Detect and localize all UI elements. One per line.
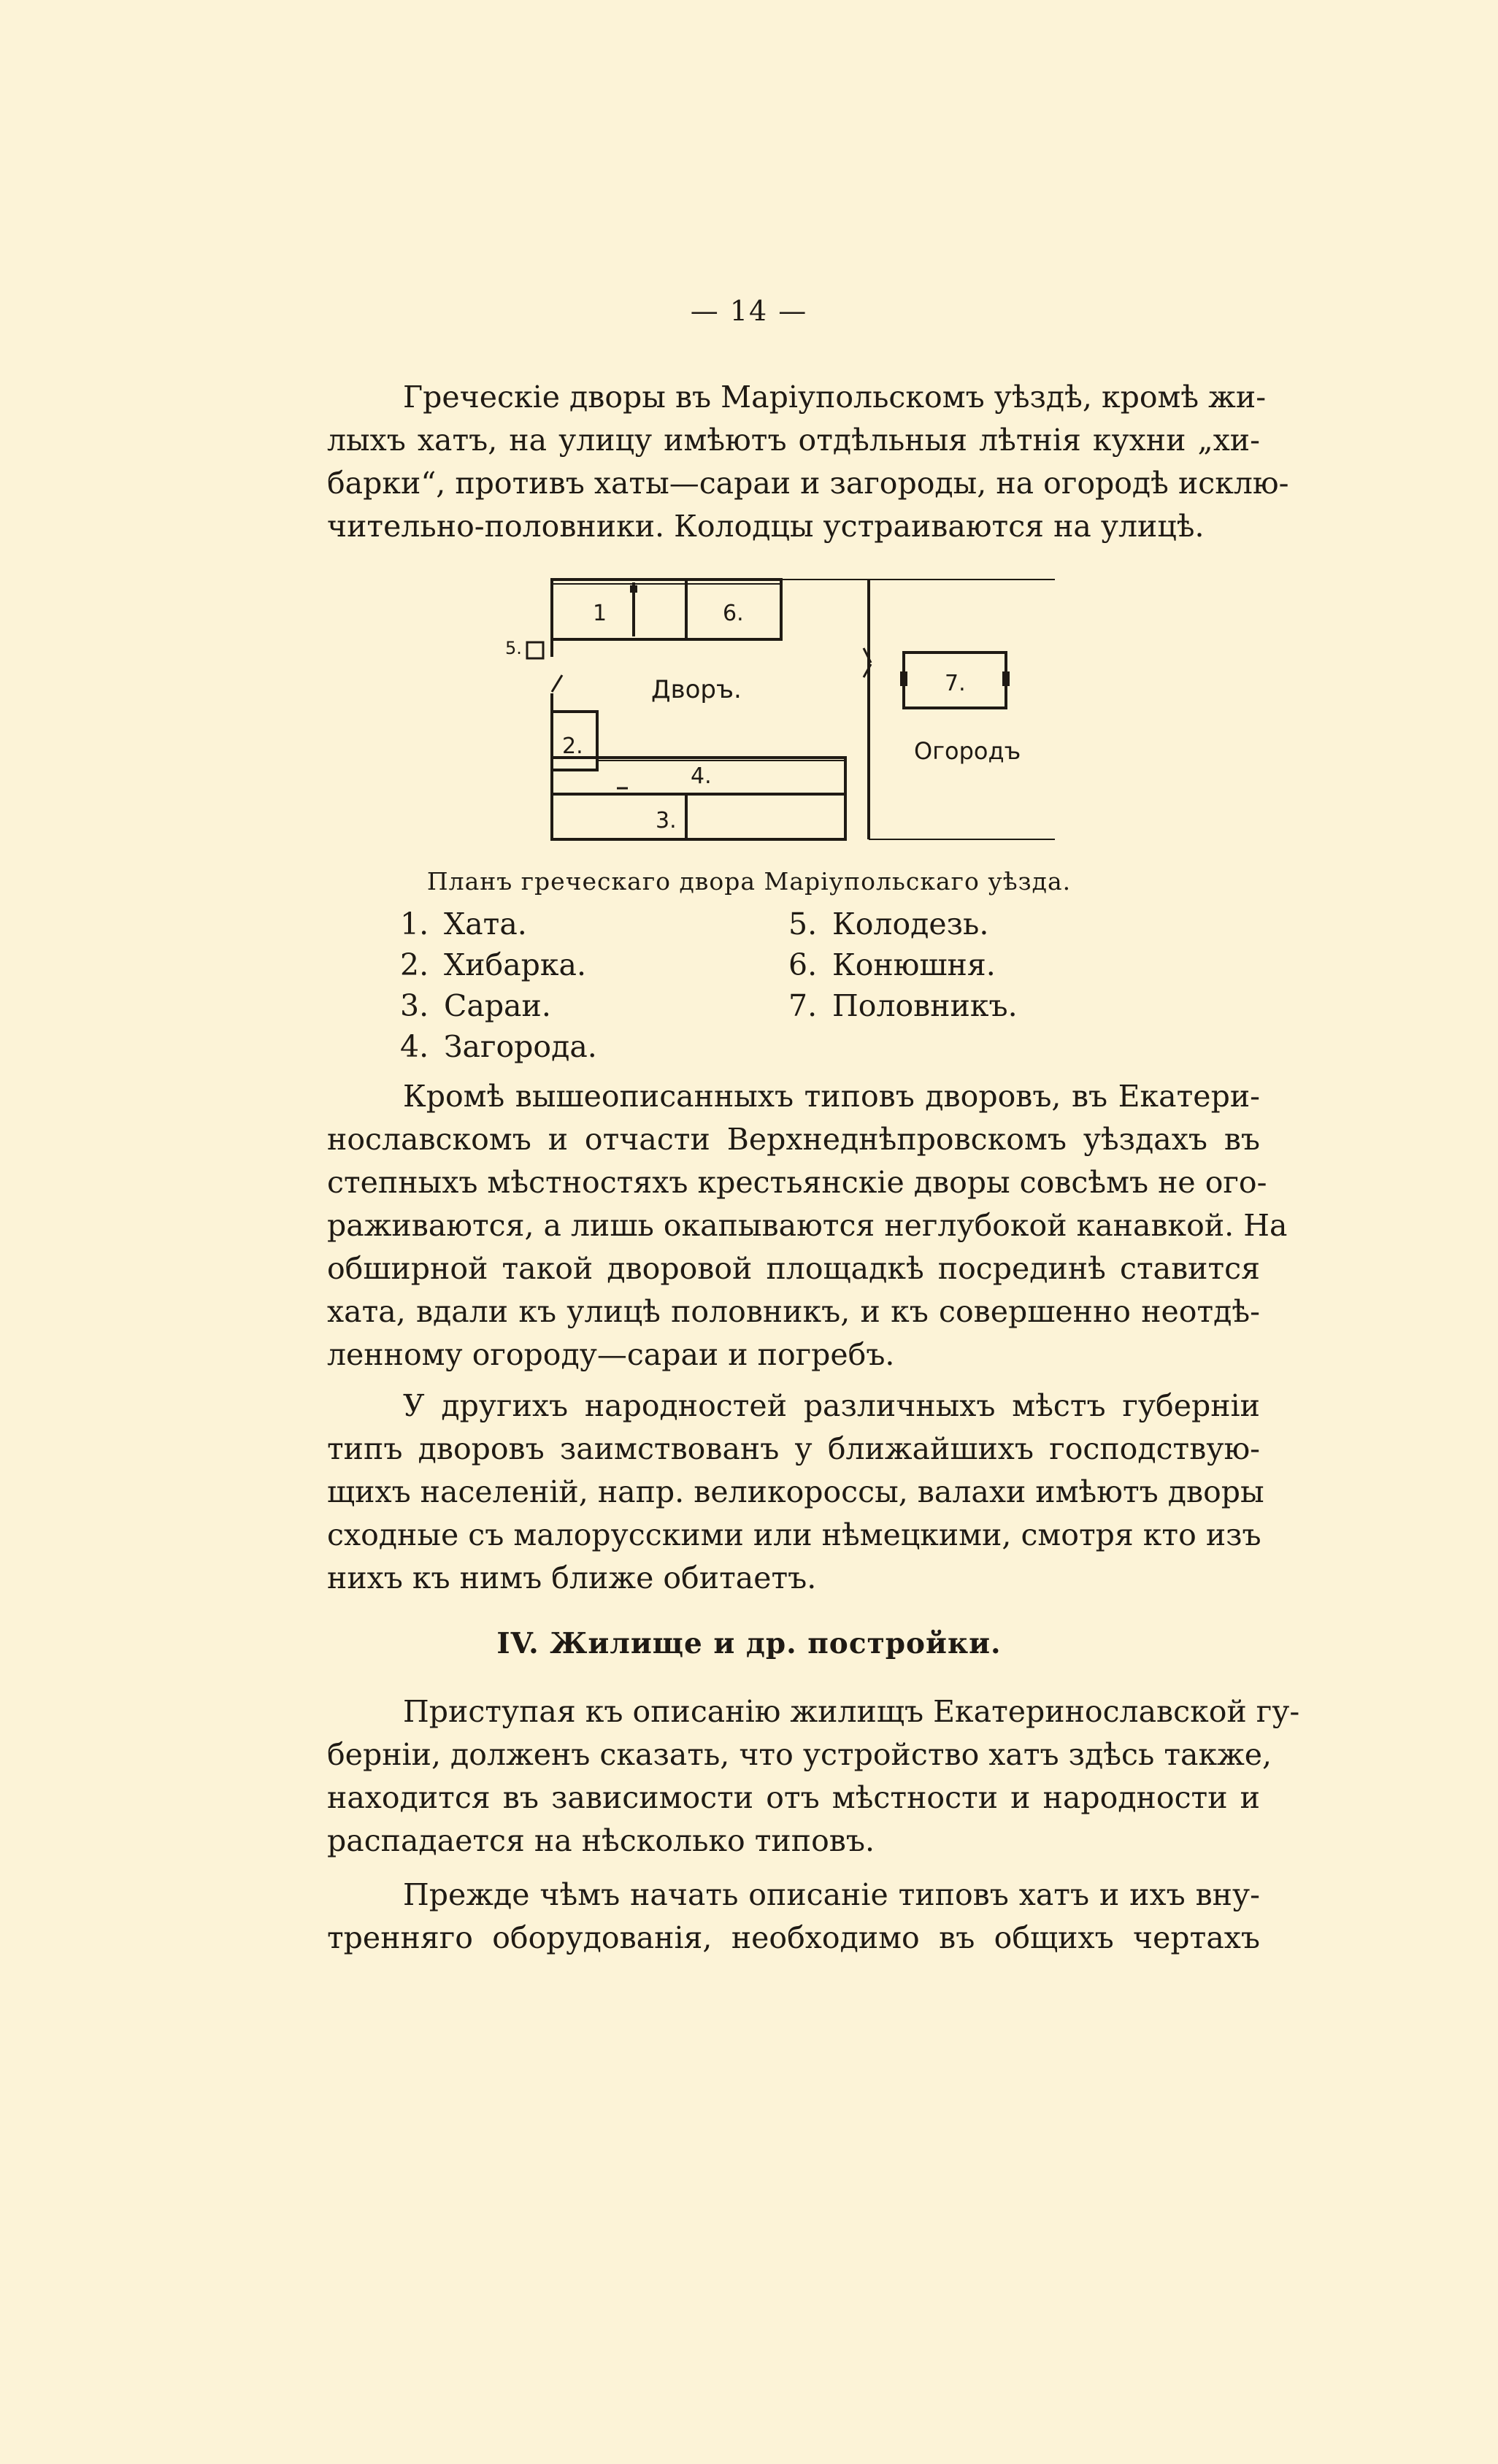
text-line: ленному огороду—сараи и погребъ. xyxy=(327,1337,895,1372)
text-line: Кромѣ вышеописанныхъ типовъ дворовъ, въ Екатери- xyxy=(403,1079,1260,1114)
text-line: обширной такой дворовой площадкѣ посрединѣ ставится xyxy=(327,1251,1260,1286)
gate xyxy=(552,675,562,692)
legend-item: 5. Колодезь. xyxy=(788,906,989,942)
text-line: Греческіе дворы въ Маріупольскомъ уѣздѣ, кромѣ жи- xyxy=(403,380,1267,415)
text-line: нихъ къ нимъ ближе обитаетъ. xyxy=(327,1560,817,1595)
text-line: щихъ населеній, напр. великороссы, валахи имѣютъ дворы xyxy=(327,1474,1264,1509)
garden-label: Огородъ xyxy=(914,737,1021,765)
khibarka-label: 2. xyxy=(562,734,583,759)
section-heading: IV. Жилище и др. постройки. xyxy=(496,1627,1002,1660)
text-line: берніи, долженъ сказать, что устройство хатъ здѣсь также, xyxy=(327,1737,1272,1772)
text-line: барки“, противъ хаты—сараи и загороды, на огородѣ исклю- xyxy=(327,466,1289,501)
legend-item: 1. Хата. xyxy=(400,906,527,942)
text-line: сходные съ малорусскими или нѣмецкими, смотря кто изъ xyxy=(327,1517,1261,1552)
sheds-building xyxy=(552,794,845,839)
text-line: Приступая къ описанію жилищъ Екатеринославской гу- xyxy=(403,1694,1300,1729)
stable-label: 6. xyxy=(723,601,744,626)
polovnik-label: 7. xyxy=(945,671,966,696)
text-line: распадается на нѣсколько типовъ. xyxy=(327,1823,875,1858)
paragraph-prezhde xyxy=(327,1874,1260,1960)
text-line: степныхъ мѣстностяхъ крестьянскіе дворы совсѣмъ не ого- xyxy=(327,1165,1267,1200)
yard-label: Дворъ. xyxy=(651,675,742,704)
legend-left xyxy=(400,904,597,1067)
sheds-label: 3. xyxy=(656,808,677,833)
yard-plan-diagram xyxy=(504,569,1059,847)
legend-item: 7. Половникъ. xyxy=(788,988,1018,1023)
text-line: находится въ зависимости отъ мѣстности и народности и xyxy=(327,1780,1260,1815)
paragraph-drugikh xyxy=(327,1385,1264,1600)
legend-item: 3. Сараи. xyxy=(400,988,551,1023)
figure-caption: Планъ греческаго двора Маріупольскаго уѣзда. xyxy=(426,867,1072,896)
legend-right xyxy=(788,904,1018,1026)
text-line: хата, вдали къ улицѣ половникъ, и къ совершенно неотдѣ- xyxy=(327,1294,1260,1329)
text-line: Прежде чѣмъ начать описаніе типовъ хатъ и ихъ вну- xyxy=(403,1877,1260,1912)
intro-paragraph xyxy=(327,376,1289,548)
text-line: типъ дворовъ заимствованъ у ближайшихъ господствую- xyxy=(327,1431,1260,1466)
text-line: У другихъ народностей различныхъ мѣстъ губерніи xyxy=(403,1388,1260,1423)
text-line: раживаются, а лишь окапываются неглубокой канавкой. На xyxy=(327,1208,1288,1243)
text-line: тренняго оборудованія, необходимо въ общихъ чертахъ xyxy=(327,1920,1260,1955)
text-line: нославскомъ и отчасти Верхнеднѣпровскомъ уѣздахъ въ xyxy=(327,1122,1260,1157)
hut-label: 1 xyxy=(593,601,607,626)
legend-item: 4. Загорода. xyxy=(400,1029,597,1064)
well xyxy=(527,642,543,658)
page-number: — 14 — xyxy=(690,295,808,327)
text-line: лыхъ хатъ, на улицу имѣютъ отдѣльныя лѣтнія кухни „хи- xyxy=(327,423,1260,458)
hut-building xyxy=(552,580,781,639)
paragraph-kromie xyxy=(327,1075,1288,1377)
legend-item: 2. Хибарка. xyxy=(400,947,586,982)
pens-label: 4. xyxy=(691,763,712,789)
legend-item: 6. Конюшня. xyxy=(788,947,996,982)
paragraph-pristupaya xyxy=(327,1690,1300,1863)
text-line: чительно-половники. Колодцы устраиваются на улицѣ. xyxy=(327,509,1205,544)
well-label: 5. xyxy=(505,638,522,658)
